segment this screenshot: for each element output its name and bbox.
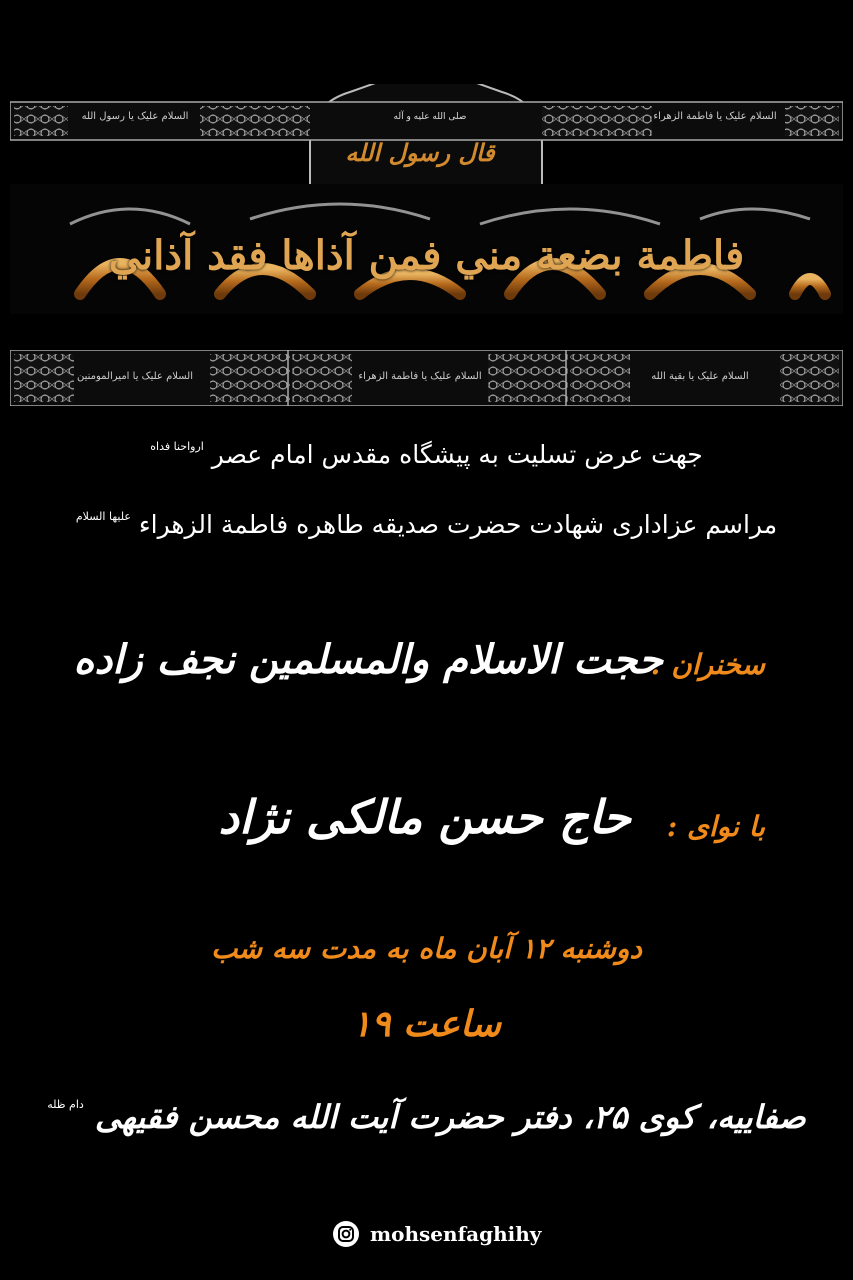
intro-line-2-text: مراسم عزاداری شهادت حضرت صدیقه طاهره فاطمة الزهراء [138,510,778,539]
singer-label: با نوای : [666,810,765,843]
singer-name: حاج حسن مالکی نژاد [218,790,631,844]
instagram-link[interactable] [332,1216,541,1252]
salutation-bottom-right: السلام علیک یا بقیة الله [651,371,749,382]
salutation-top-right: السلام علیک یا فاطمة الزهراء [653,111,777,122]
blessing-small: صلی الله علیه و آله [393,112,467,122]
speaker-name: حجت الاسلام والمسلمین نجف زاده [73,636,663,683]
hadith-text: فاطمة بضعة مني فمن آذاها فقد آذاني [108,232,745,279]
intro-line-1-honorific: ارواحنا فداه [150,440,204,453]
address-text: صفاییه، کوی ۲۵، دفتر حضرت آیت الله محسن فقیهی [94,1098,806,1136]
intro-line-1 [60,440,793,469]
intro-line-1-text: جهت عرض تسلیت به پیشگاه مقدس امام عصر [211,440,703,469]
address [0,1098,853,1136]
salutation-top-left: السلام علیک یا رسول الله [81,111,189,122]
quote-attribution: قال رسول الله [345,138,495,167]
intro-line-2-honorific: علیها السلام [75,510,131,523]
intro-line-2 [40,510,813,539]
instagram-icon [332,1220,360,1248]
address-honorific: دام ظله [47,1098,84,1111]
schedule-time: ساعت ۱۹ [351,1003,502,1045]
salutation-bottom-center: السلام علیک یا فاطمة الزهراء [358,371,482,382]
salutation-bottom-left: السلام علیک یا امیرالمومنین [77,371,193,382]
speaker-label: سخنران : [651,648,765,681]
schedule-date: دوشنبه ۱۲ آبان ماه به مدت سه شب [211,932,642,965]
instagram-handle[interactable]: mohsenfaghihy [370,1222,542,1246]
